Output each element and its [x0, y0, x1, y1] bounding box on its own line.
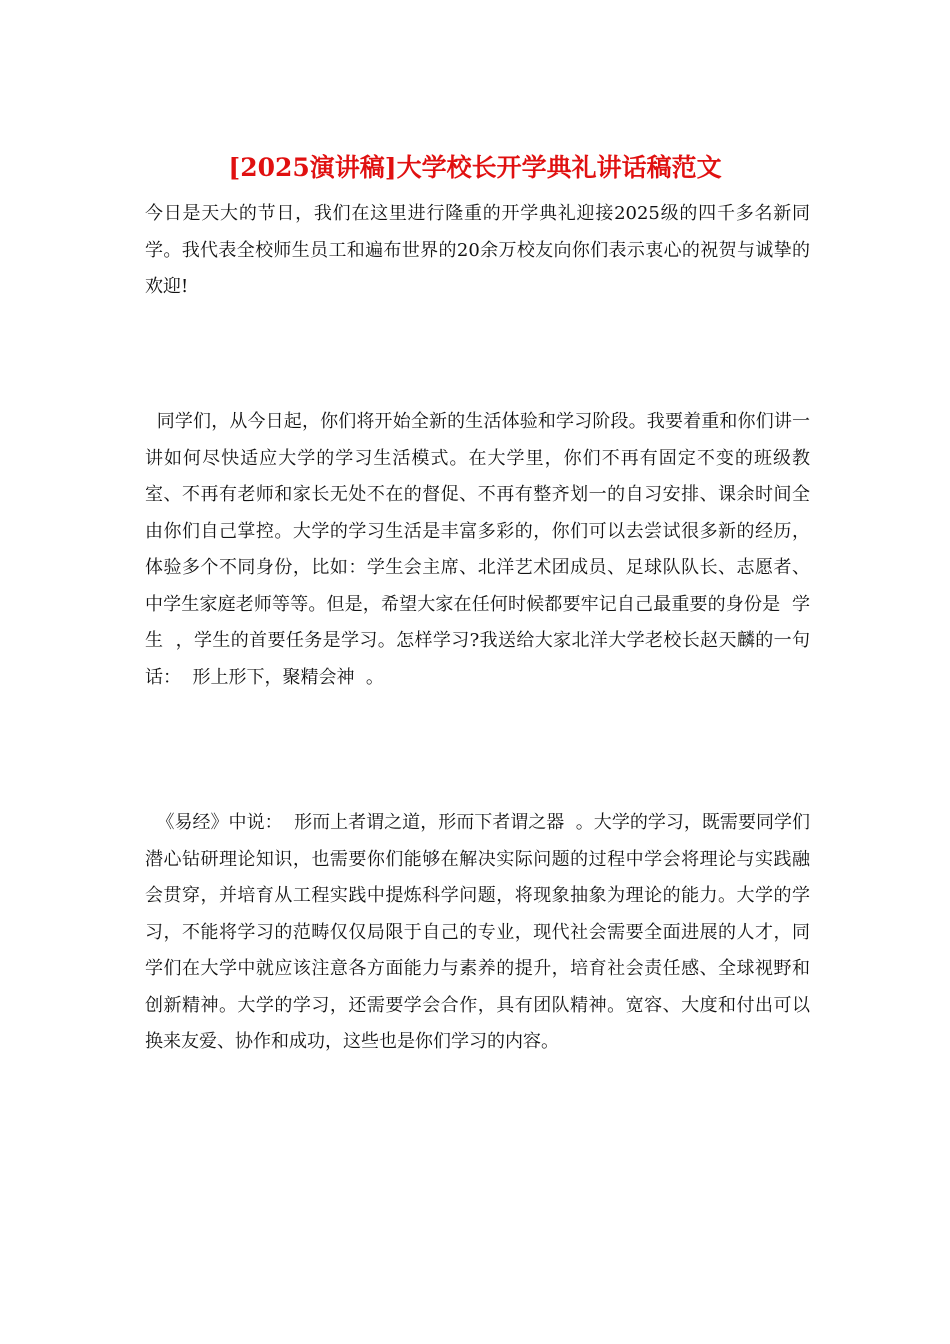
paragraph-welcome: 今日是天大的节日，我们在这里进行隆重的开学典礼迎接2025级的四千多名新同学。我代表全校师生员工和遍布世界的20余万校友向你们表示衷心的祝贺与诚挚的欢迎! [145, 203, 810, 297]
paragraph-yijing: 《易经》中说： 形而上者谓之道，形而下者谓之器 。大学的学习，既需要同学们潜心钻研理论知识，也需要你们能够在解决实际问题的过程中学会将理论与实践融会贯穿，并培育从工程实践中提炼科学问题，将现象抽象为理论的能力。大学的学习，不能将学习的范畴仅仅局限于自己的专业，现代社会需要全面进展的人才，同学们在大学中就应该注意各方面能力与素养的提升，培育社会责任感、全球视野和创新精神。大学的学习，还需要学会合作，具有团队精神。宽容、大度和付出可以换来友爱、协作和成功，这些也是你们学习的内容。 [145, 812, 810, 1052]
paragraph-study-life: 同学们，从今日起，你们将开始全新的生活体验和学习阶段。我要着重和你们讲一讲如何尽快适应大学的学习生活模式。在大学里，你们不再有固定不变的班级教室、不再有老师和家长无处不在的督促、不再有整齐划一的自习安排、课余时间全由你们自己掌控。大学的学习生活是丰富多彩的，你们可以去尝试很多新的经历，体验多个不同身份，比如：学生会主席、北洋艺术团成员、足球队队长、志愿者、中学生家庭老师等等。但是，希望大家在任何时候都要牢记自己最重要的身份是 学生 ，学生的首要任务是学习。怎样学习?我送给大家北洋大学老校长赵天麟的一句话： 形上形下，聚精会神 。 [145, 411, 810, 688]
document-title: [2025演讲稿]大学校长开学典礼讲话稿范文 [228, 153, 722, 182]
